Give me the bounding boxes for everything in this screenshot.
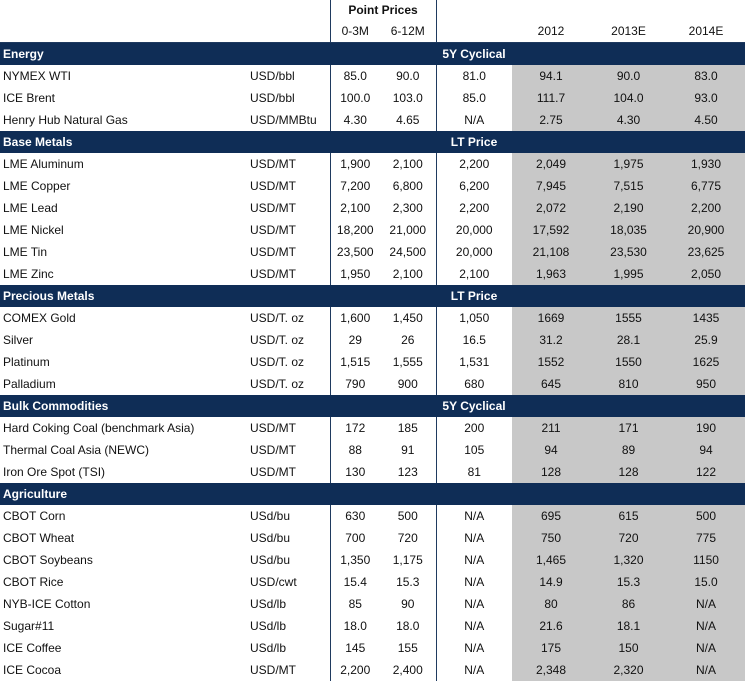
value-0-3m: 1,900 <box>330 153 380 175</box>
commodity-name: NYB-ICE Cotton <box>3 597 91 611</box>
table-row <box>0 637 745 659</box>
commodity-unit: USd/bu <box>250 553 291 567</box>
value-long-term: N/A <box>436 593 512 615</box>
commodity-unit: USD/MT <box>250 245 296 259</box>
value-6-12m: 185 <box>397 421 418 435</box>
table-row <box>0 439 745 461</box>
value-long-term: 1,531 <box>436 351 512 373</box>
value-6-12m: 4.65 <box>396 113 420 127</box>
value-2013e: 1550 <box>590 351 667 373</box>
commodity-name: LME Lead <box>3 201 58 215</box>
commodity-unit: USD/MT <box>250 421 296 435</box>
header-row-1 <box>0 0 745 20</box>
value-2014e: 25.9 <box>667 329 745 351</box>
table-row <box>0 373 745 395</box>
value-long-term: 6,200 <box>436 175 512 197</box>
table-row <box>0 87 745 109</box>
value-2014e: 20,900 <box>667 219 745 241</box>
table-row <box>0 527 745 549</box>
value-2012: 645 <box>512 373 590 395</box>
value-6-12m: 90.0 <box>396 69 420 83</box>
value-long-term: 2,100 <box>436 263 512 285</box>
value-0-3m: 790 <box>330 373 380 395</box>
commodity-name: Palladium <box>3 377 56 391</box>
value-0-3m: 2,200 <box>330 659 380 681</box>
section-title: Agriculture <box>0 483 436 505</box>
section-title: Precious Metals <box>0 285 436 307</box>
section-header <box>0 43 745 66</box>
section-price-basis <box>436 483 512 505</box>
value-6-12m: 2,100 <box>392 157 423 171</box>
commodity-unit: USD/T. oz <box>250 333 305 347</box>
table-row <box>0 571 745 593</box>
table-row <box>0 417 745 439</box>
value-0-3m: 130 <box>330 461 380 483</box>
value-0-3m: 2,100 <box>330 197 380 219</box>
value-2012: 94 <box>512 439 590 461</box>
value-2014e: 1625 <box>667 351 745 373</box>
value-long-term: 1,050 <box>436 307 512 329</box>
value-2014e: 190 <box>667 417 745 439</box>
value-6-12m: 26 <box>401 333 415 347</box>
table-row <box>0 461 745 483</box>
value-0-3m: 85 <box>330 593 380 615</box>
value-2014e: 94 <box>667 439 745 461</box>
value-long-term: 680 <box>436 373 512 395</box>
value-2012: 21.6 <box>512 615 590 637</box>
value-2013e: 18,035 <box>590 219 667 241</box>
value-0-3m: 700 <box>330 527 380 549</box>
value-2014e: 2,200 <box>667 197 745 219</box>
value-6-12m: 900 <box>397 377 418 391</box>
commodity-unit: USD/T. oz <box>250 311 305 325</box>
value-6-12m: 6,800 <box>392 179 423 193</box>
value-2014e: 1,930 <box>667 153 745 175</box>
value-6-12m: 15.3 <box>396 575 420 589</box>
section-header <box>0 395 745 417</box>
commodity-name: ICE Cocoa <box>3 663 62 677</box>
value-long-term: N/A <box>436 549 512 571</box>
value-2012: 14.9 <box>512 571 590 593</box>
value-long-term: 2,200 <box>436 153 512 175</box>
value-2012: 17,592 <box>512 219 590 241</box>
value-0-3m: 145 <box>330 637 380 659</box>
commodity-unit: USd/lb <box>250 597 287 611</box>
commodity-unit: USD/MT <box>250 267 296 281</box>
value-long-term: N/A <box>436 615 512 637</box>
value-0-3m: 18,200 <box>330 219 380 241</box>
table-row <box>0 109 745 131</box>
commodity-name: LME Copper <box>3 179 71 193</box>
commodity-name: CBOT Wheat <box>3 531 75 545</box>
value-2013e: 86 <box>590 593 667 615</box>
value-2012: 750 <box>512 527 590 549</box>
table-row <box>0 659 745 681</box>
value-2013e: 90.0 <box>590 65 667 87</box>
commodity-name: COMEX Gold <box>3 311 76 325</box>
value-2012: 2,049 <box>512 153 590 175</box>
value-2012: 7,945 <box>512 175 590 197</box>
commodity-unit: USD/T. oz <box>250 355 305 369</box>
section-price-basis: LT Price <box>436 131 512 153</box>
commodity-name: Platinum <box>3 355 50 369</box>
value-2013e: 171 <box>590 417 667 439</box>
value-6-12m: 90 <box>401 597 415 611</box>
section-title: Bulk Commodities <box>0 395 436 417</box>
commodity-name: LME Zinc <box>3 267 54 281</box>
value-2012: 2,348 <box>512 659 590 681</box>
table-row <box>0 65 745 87</box>
value-2013e: 1555 <box>590 307 667 329</box>
value-6-12m: 18.0 <box>396 619 420 633</box>
commodity-unit: USD/MMBtu <box>250 113 317 127</box>
value-6-12m: 103.0 <box>392 91 423 105</box>
value-0-3m: 88 <box>330 439 380 461</box>
commodity-name: Henry Hub Natural Gas <box>3 113 128 127</box>
value-2014e: 6,775 <box>667 175 745 197</box>
section-price-basis: 5Y Cyclical <box>436 43 512 66</box>
commodity-unit: USD/MT <box>250 157 296 171</box>
value-2013e: 18.1 <box>590 615 667 637</box>
commodity-unit: USD/bbl <box>250 91 295 105</box>
value-6-12m: 1,175 <box>392 553 423 567</box>
commodity-name: LME Aluminum <box>3 157 84 171</box>
value-2014e: 950 <box>667 373 745 395</box>
value-2014e: 775 <box>667 527 745 549</box>
table-row <box>0 175 745 197</box>
value-2014e: 23,625 <box>667 241 745 263</box>
commodity-unit: USD/cwt <box>250 575 297 589</box>
value-2013e: 89 <box>590 439 667 461</box>
value-0-3m: 7,200 <box>330 175 380 197</box>
value-long-term: N/A <box>436 637 512 659</box>
point-prices-title: Point Prices <box>330 0 436 20</box>
value-2012: 695 <box>512 505 590 527</box>
commodity-name: ICE Brent <box>3 91 56 105</box>
commodity-unit: USD/MT <box>250 179 296 193</box>
commodity-unit: USD/MT <box>250 663 296 677</box>
value-2014e: 4.50 <box>667 109 745 131</box>
commodity-unit: USd/lb <box>250 619 287 633</box>
col-head-2012: 2012 <box>512 20 590 43</box>
value-long-term: 81 <box>436 461 512 483</box>
value-long-term: N/A <box>436 109 512 131</box>
table-row <box>0 329 745 351</box>
value-0-3m: 1,515 <box>330 351 380 373</box>
commodity-name: Hard Coking Coal (benchmark Asia) <box>3 421 195 435</box>
value-2012: 111.7 <box>512 87 590 109</box>
value-2012: 175 <box>512 637 590 659</box>
value-long-term: 85.0 <box>436 87 512 109</box>
value-2012: 1669 <box>512 307 590 329</box>
value-long-term: 2,200 <box>436 197 512 219</box>
table-row <box>0 197 745 219</box>
table-row <box>0 351 745 373</box>
table-row <box>0 263 745 285</box>
value-2014e: N/A <box>667 593 745 615</box>
commodity-unit: USD/MT <box>250 465 296 479</box>
commodity-name: LME Tin <box>3 245 48 259</box>
table-row <box>0 593 745 615</box>
value-2013e: 128 <box>590 461 667 483</box>
value-6-12m: 2,300 <box>392 201 423 215</box>
value-2013e: 615 <box>590 505 667 527</box>
value-2013e: 2,190 <box>590 197 667 219</box>
commodity-unit: USD/MT <box>250 223 296 237</box>
value-2014e: 500 <box>667 505 745 527</box>
value-6-12m: 720 <box>397 531 418 545</box>
section-header <box>0 483 745 505</box>
value-2013e: 1,975 <box>590 153 667 175</box>
value-long-term: N/A <box>436 659 512 681</box>
value-2013e: 4.30 <box>590 109 667 131</box>
col-head-0-3m: 0-3M <box>330 20 380 43</box>
table-row <box>0 241 745 263</box>
value-2014e: 2,050 <box>667 263 745 285</box>
value-6-12m: 123 <box>397 465 418 479</box>
commodity-name: Silver <box>3 333 34 347</box>
commodity-unit: USd/bu <box>250 509 291 523</box>
value-2014e: 1435 <box>667 307 745 329</box>
commodity-unit: USD/MT <box>250 443 296 457</box>
col-head-lt <box>436 20 512 43</box>
commodity-name: CBOT Corn <box>3 509 66 523</box>
section-header <box>0 131 745 153</box>
commodity-name: NYMEX WTI <box>3 69 71 83</box>
value-0-3m: 1,950 <box>330 263 380 285</box>
value-2012: 1552 <box>512 351 590 373</box>
commodity-name: LME Nickel <box>3 223 64 237</box>
commodity-unit: USD/T. oz <box>250 377 305 391</box>
value-2012: 1,465 <box>512 549 590 571</box>
value-0-3m: 172 <box>330 417 380 439</box>
value-2012: 2.75 <box>512 109 590 131</box>
commodity-unit: USd/bu <box>250 531 291 545</box>
value-2012: 94.1 <box>512 65 590 87</box>
value-6-12m: 155 <box>397 641 418 655</box>
commodity-name: CBOT Soybeans <box>3 553 93 567</box>
col-head-6-12m: 6-12M <box>380 20 436 43</box>
value-2013e: 2,320 <box>590 659 667 681</box>
value-2013e: 1,995 <box>590 263 667 285</box>
commodity-name: CBOT Rice <box>3 575 64 589</box>
table-row <box>0 549 745 571</box>
value-0-3m: 18.0 <box>330 615 380 637</box>
table-row <box>0 153 745 175</box>
commodity-unit: USD/MT <box>250 201 296 215</box>
section-price-basis: LT Price <box>436 285 512 307</box>
value-6-12m: 91 <box>401 443 415 457</box>
table-row <box>0 219 745 241</box>
value-long-term: N/A <box>436 505 512 527</box>
value-6-12m: 24,500 <box>389 245 427 259</box>
value-6-12m: 500 <box>397 509 418 523</box>
value-long-term: N/A <box>436 571 512 593</box>
value-2014e: N/A <box>667 659 745 681</box>
value-long-term: N/A <box>436 527 512 549</box>
value-0-3m: 630 <box>330 505 380 527</box>
value-0-3m: 15.4 <box>330 571 380 593</box>
value-2013e: 810 <box>590 373 667 395</box>
table-row <box>0 307 745 329</box>
value-0-3m: 1,350 <box>330 549 380 571</box>
value-0-3m: 1,600 <box>330 307 380 329</box>
value-2013e: 150 <box>590 637 667 659</box>
commodity-name: Iron Ore Spot (TSI) <box>3 465 106 479</box>
col-head-2014e: 2014E <box>667 20 745 43</box>
value-2013e: 7,515 <box>590 175 667 197</box>
commodity-name: ICE Coffee <box>3 641 62 655</box>
value-2014e: 1150 <box>667 549 745 571</box>
value-2012: 31.2 <box>512 329 590 351</box>
section-price-basis: 5Y Cyclical <box>436 395 512 417</box>
commodity-unit: USD/bbl <box>250 69 295 83</box>
table-row <box>0 615 745 637</box>
value-0-3m: 4.30 <box>330 109 380 131</box>
value-2014e: 122 <box>667 461 745 483</box>
value-2014e: 83.0 <box>667 65 745 87</box>
value-2012: 2,072 <box>512 197 590 219</box>
commodity-unit: USd/lb <box>250 641 287 655</box>
value-long-term: 81.0 <box>436 65 512 87</box>
value-long-term: 20,000 <box>436 219 512 241</box>
value-2013e: 1,320 <box>590 549 667 571</box>
value-2013e: 104.0 <box>590 87 667 109</box>
value-2013e: 15.3 <box>590 571 667 593</box>
value-2012: 1,963 <box>512 263 590 285</box>
value-2012: 80 <box>512 593 590 615</box>
value-2014e: 93.0 <box>667 87 745 109</box>
section-title: Base Metals <box>0 131 436 153</box>
commodity-name: Thermal Coal Asia (NEWC) <box>3 443 150 457</box>
value-2012: 21,108 <box>512 241 590 263</box>
value-2013e: 720 <box>590 527 667 549</box>
value-6-12m: 21,000 <box>389 223 427 237</box>
value-long-term: 200 <box>436 417 512 439</box>
value-6-12m: 2,400 <box>392 663 423 677</box>
value-2012: 128 <box>512 461 590 483</box>
commodity-name: Sugar#11 <box>3 619 55 633</box>
value-0-3m: 29 <box>330 329 380 351</box>
value-long-term: 105 <box>436 439 512 461</box>
value-2013e: 28.1 <box>590 329 667 351</box>
value-2013e: 23,530 <box>590 241 667 263</box>
value-0-3m: 100.0 <box>330 87 380 109</box>
section-header <box>0 285 745 307</box>
table-row <box>0 505 745 527</box>
section-title: Energy <box>0 43 436 66</box>
header-row-2 <box>0 20 745 43</box>
value-6-12m: 1,555 <box>392 355 423 369</box>
col-head-2013e: 2013E <box>590 20 667 43</box>
value-6-12m: 1,450 <box>392 311 423 325</box>
value-2012: 211 <box>512 417 590 439</box>
value-0-3m: 23,500 <box>330 241 380 263</box>
value-long-term: 20,000 <box>436 241 512 263</box>
value-6-12m: 2,100 <box>392 267 423 281</box>
value-2014e: N/A <box>667 615 745 637</box>
value-0-3m: 85.0 <box>330 65 380 87</box>
value-long-term: 16.5 <box>436 329 512 351</box>
value-2014e: 15.0 <box>667 571 745 593</box>
value-2014e: N/A <box>667 637 745 659</box>
